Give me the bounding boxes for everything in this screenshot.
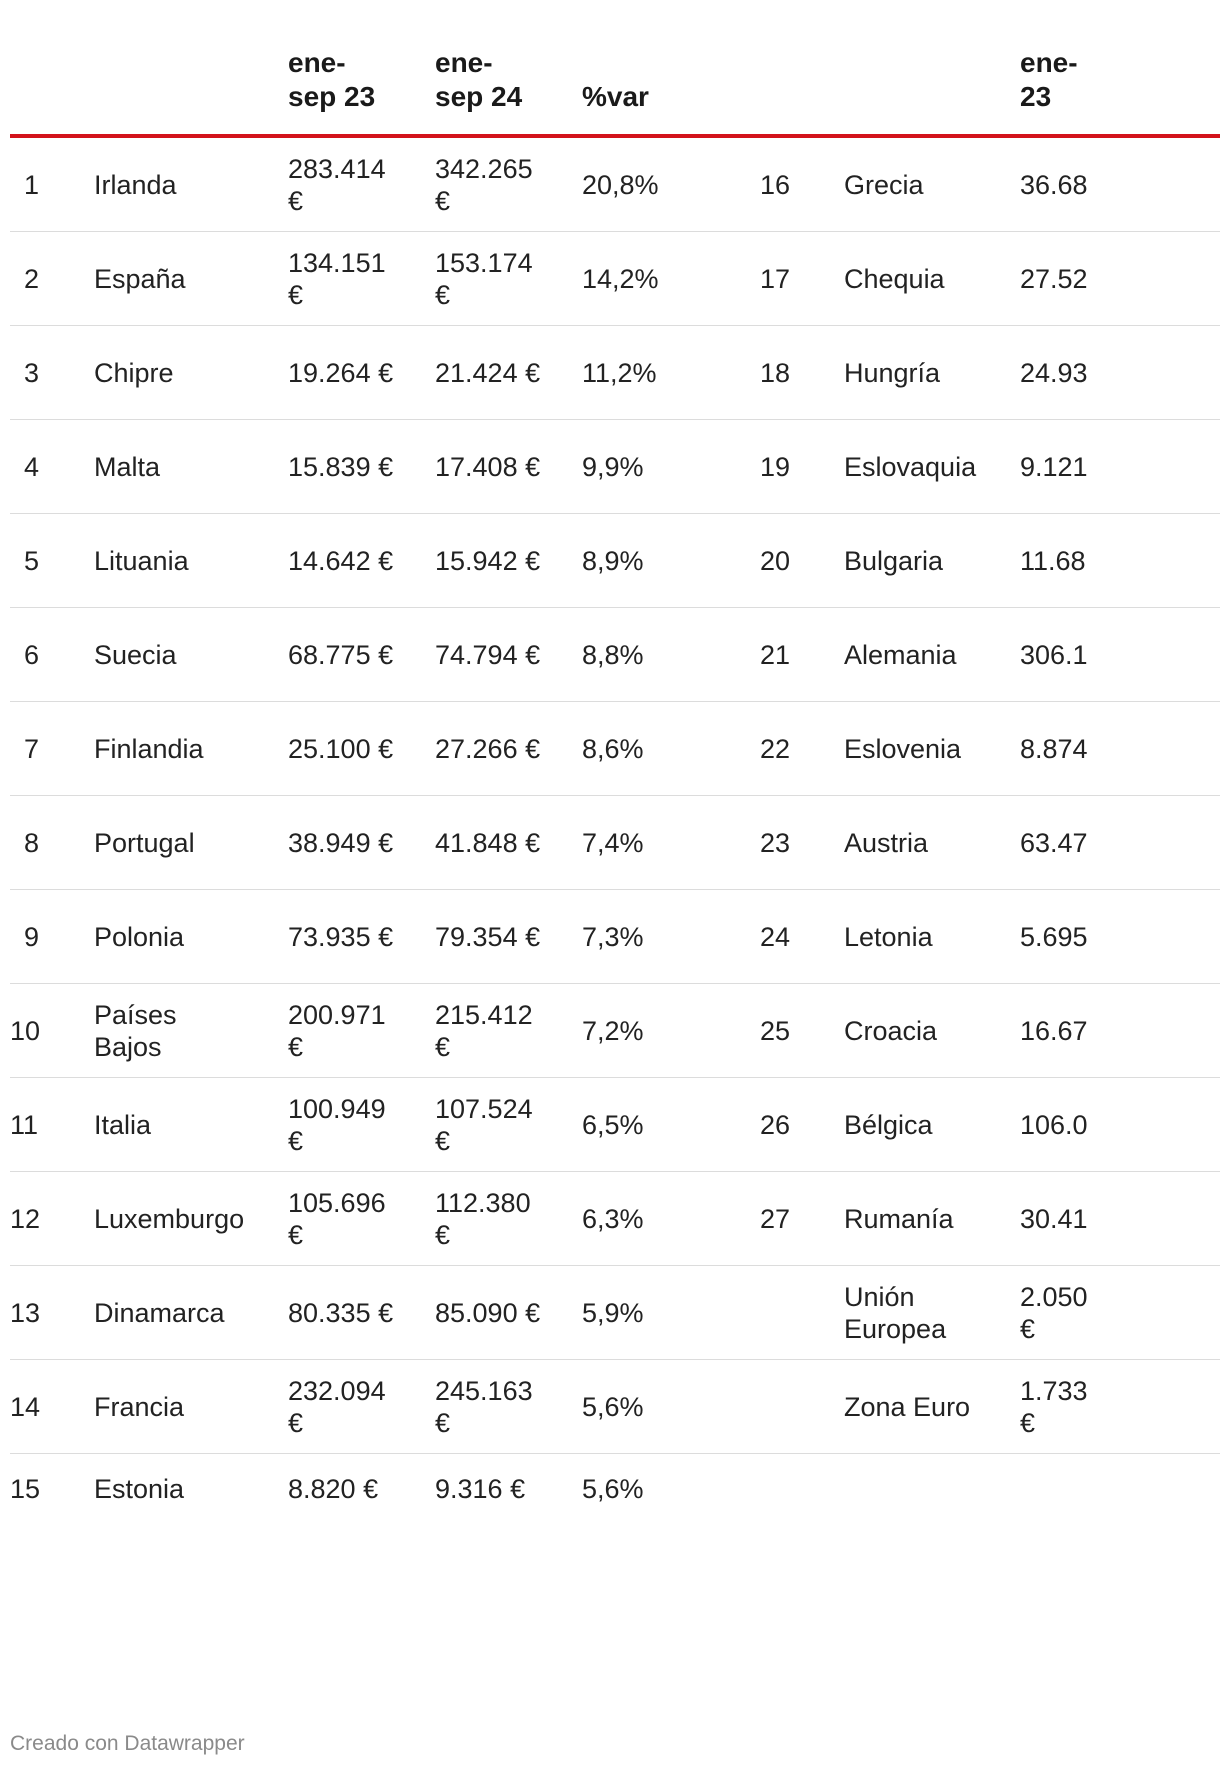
rank-cell: 20 [760,545,791,576]
value-2023-cell: 30.41 [1020,1203,1088,1234]
country-cell: Eslovaquia [844,451,977,482]
header-var[interactable]: %var [582,81,649,112]
rank-cell: 9 [24,921,40,952]
country-cell: Estonia [94,1474,185,1504]
rank-cell: 14 [10,1391,41,1422]
value-2023-cell: 38.949 € [288,827,394,858]
country-cell: Austria [844,827,929,858]
country-cell: Portugal [94,827,195,858]
value-2023-cell: 19.264 € [288,357,394,388]
value-2023-cell: 134.151 € [288,247,386,310]
value-2023-cell: 11.68 [1020,545,1086,576]
value-2023-cell: 68.775 € [288,639,394,670]
value-2023-cell: 105.696 € [288,1187,386,1250]
variation-cell: 7,4% [582,827,644,858]
variation-cell: 8,6% [582,733,644,764]
header-ene-sep-24[interactable] [435,46,522,114]
value-2023-cell: 1.733 € [1020,1375,1088,1438]
country-cell: Eslovenia [844,733,962,764]
country-cell: Finlandia [94,733,204,764]
header-right-ene-23[interactable] [1020,46,1078,114]
country-cell: Chequia [844,263,945,294]
value-2023-cell: 25.100 € [288,733,394,764]
table-row [10,232,1220,326]
rank-cell: 7 [24,733,40,764]
country-cell: Zona Euro [844,1391,971,1422]
rank-cell: 21 [760,639,791,670]
variation-cell: 5,6% [582,1391,644,1422]
rank-cell: 11 [10,1109,39,1140]
value-2024-cell: 112.380 € [435,1187,531,1250]
country-cell: Unión Europea [844,1281,947,1344]
value-2024-cell: 15.942 € [435,545,541,576]
value-2024-cell: 107.524 € [435,1093,533,1156]
value-2024-cell: 245.163 € [435,1375,533,1438]
variation-cell: 8,9% [582,545,644,576]
value-2023-cell: 100.949 € [288,1093,386,1156]
country-cell: Lituania [94,545,189,576]
table-header [10,0,1220,135]
value-2023-cell: 8.820 € [288,1474,379,1504]
rank-cell: 27 [760,1203,791,1234]
country-cell: Dinamarca [94,1297,225,1328]
rank-cell: 25 [760,1015,791,1046]
value-2024-cell: 21.424 € [435,357,541,388]
country-cell: Malta [94,451,161,482]
rank-cell: 16 [760,169,791,200]
country-cell: Países Bajos [94,999,177,1062]
value-2024-cell: 17.408 € [435,451,541,482]
value-2023-cell: 24.93 [1020,357,1088,388]
table-row [10,420,1220,514]
table-row [10,608,1220,702]
table-row [10,702,1220,796]
rank-cell: 1 [24,169,40,200]
header-line: sep 24 [435,81,523,112]
rank-cell: 12 [10,1203,41,1234]
value-2023-cell: 9.121 [1020,451,1088,482]
table-row [10,890,1220,984]
value-2023-cell: 200.971 € [288,999,386,1062]
value-2024-cell: 153.174 € [435,247,533,310]
value-2023-cell: 73.935 € [288,921,394,952]
variation-cell: 7,2% [582,1015,644,1046]
rank-cell: 4 [24,451,40,482]
country-cell: Croacia [844,1015,938,1046]
table-row [10,138,1220,232]
value-2024-cell: 215.412 € [435,999,533,1062]
table-row [10,1172,1220,1266]
country-cell: Francia [94,1391,185,1422]
value-2023-cell: 306.1 [1020,639,1088,670]
header-line: ene- [1020,47,1078,78]
rank-cell: 6 [24,639,40,670]
rank-cell: 24 [760,921,791,952]
rank-cell: 19 [760,451,791,482]
value-2023-cell: 106.0 [1020,1109,1088,1140]
value-2024-cell: 9.316 € [435,1474,526,1504]
rank-cell: 13 [10,1297,41,1328]
variation-cell: 8,8% [582,639,644,670]
country-cell: Bélgica [844,1109,933,1140]
value-2023-cell: 14.642 € [288,545,394,576]
datawrapper-credit[interactable]: Creado con Datawrapper [10,1732,245,1755]
country-cell: Luxemburgo [94,1203,245,1234]
variation-cell: 14,2% [582,263,659,294]
value-2024-cell: 27.266 € [435,733,541,764]
value-2024-cell: 74.794 € [435,639,541,670]
table-row [10,1360,1220,1454]
header-ene-sep-23[interactable] [288,46,375,114]
rank-cell: 26 [760,1109,791,1140]
rank-cell: 8 [24,827,40,858]
value-2023-cell: 80.335 € [288,1297,394,1328]
header-line: sep 23 [288,81,376,112]
country-cell: Chipre [94,357,174,388]
value-2024-cell: 342.265 € [435,153,533,216]
country-cell: Rumanía [844,1203,954,1234]
value-2023-cell: 232.094 € [288,1375,386,1438]
variation-cell: 20,8% [582,169,659,200]
rank-cell: 3 [24,357,40,388]
value-2023-cell: 63.47 [1020,827,1088,858]
value-2023-cell: 2.050 € [1020,1281,1088,1344]
variation-cell: 9,9% [582,451,644,482]
variation-cell: 5,6% [582,1474,644,1504]
value-2024-cell: 79.354 € [435,921,541,952]
value-2023-cell: 27.52 [1020,263,1088,294]
table-row [10,326,1220,420]
country-cell: Letonia [844,921,933,952]
rank-cell: 15 [10,1474,41,1504]
variation-cell: 6,3% [582,1203,644,1234]
header-line: ene- [288,47,346,78]
country-cell: Italia [94,1109,152,1140]
value-2023-cell: 15.839 € [288,451,394,482]
table-row [10,514,1220,608]
value-2024-cell: 41.848 € [435,827,541,858]
country-cell: España [94,263,186,294]
rank-cell: 17 [760,263,791,294]
country-cell: Suecia [94,639,177,670]
rank-cell: 10 [10,1015,41,1046]
country-cell: Hungría [844,357,941,388]
header-line: 23 [1020,81,1052,112]
data-table [10,0,1220,1660]
country-cell: Grecia [844,169,924,200]
value-2023-cell: 283.414 € [288,153,386,216]
table-row [10,984,1220,1078]
header-line: ene- [435,47,493,78]
value-2024-cell: 85.090 € [435,1297,541,1328]
table-row [10,1454,1220,1524]
value-2023-cell: 36.68 [1020,169,1088,200]
rank-cell: 5 [24,545,40,576]
value-2023-cell: 5.695 [1020,921,1088,952]
table-row [10,796,1220,890]
value-2023-cell: 16.67 [1020,1015,1088,1046]
rank-cell: 22 [760,733,791,764]
variation-cell: 5,9% [582,1297,644,1328]
country-cell: Irlanda [94,169,177,200]
value-2023-cell: 8.874 [1020,733,1088,764]
country-cell: Polonia [94,921,185,952]
table-row [10,1266,1220,1360]
variation-cell: 7,3% [582,921,644,952]
variation-cell: 6,5% [582,1109,644,1140]
country-cell: Bulgaria [844,545,944,576]
variation-cell: 11,2% [582,357,657,388]
rank-cell: 18 [760,357,791,388]
rank-cell: 2 [24,263,40,294]
table-row [10,1078,1220,1172]
country-cell: Alemania [844,639,957,670]
rank-cell: 23 [760,827,791,858]
